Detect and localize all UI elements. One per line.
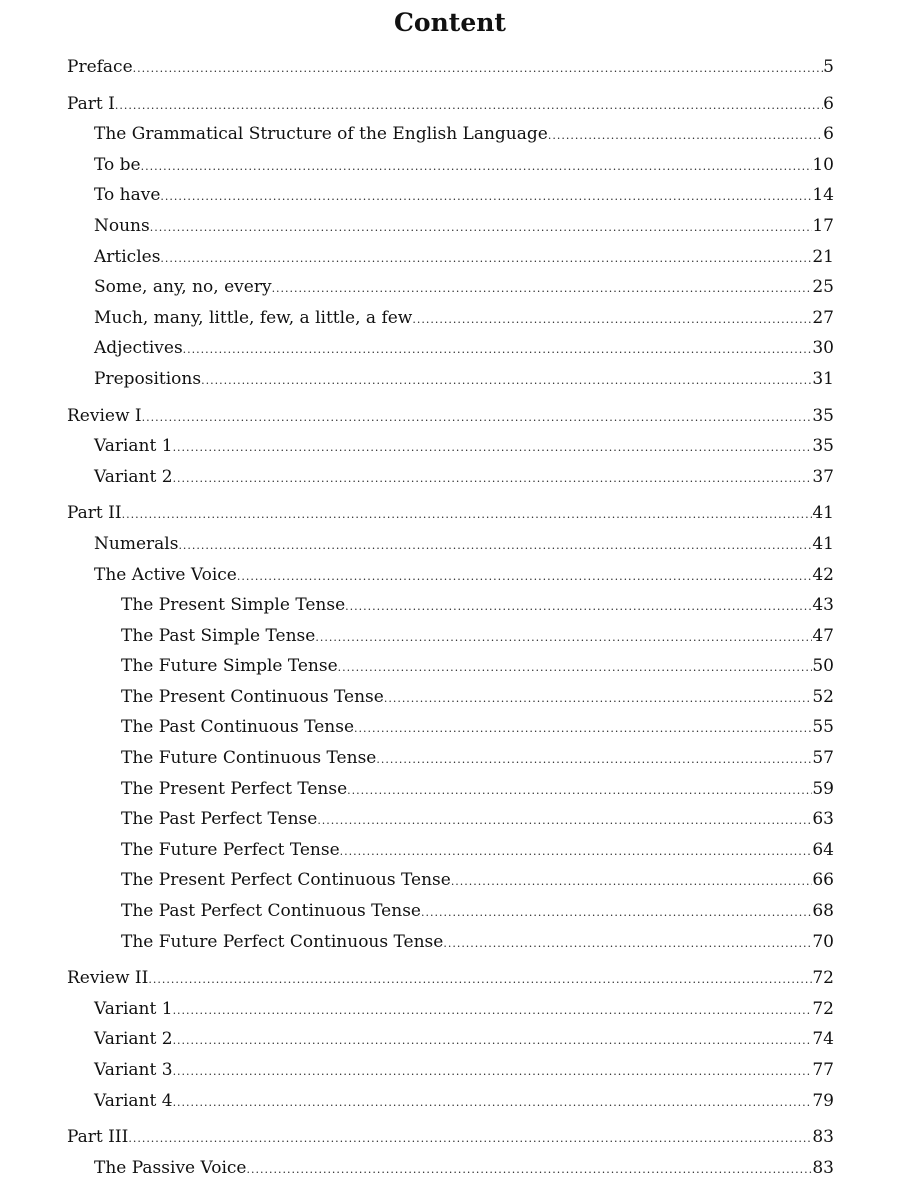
toc-entry-page: 63 (812, 809, 834, 830)
toc-entry-title: The Past Perfect Continuous Tense (121, 901, 421, 922)
toc-entry-title: The Past Perfect Tense (121, 809, 318, 830)
dot-leader (338, 653, 813, 684)
toc-entry-title: Variant 2 (94, 1029, 173, 1050)
toc-entry[interactable] (67, 1086, 834, 1117)
dot-leader (247, 1155, 813, 1186)
toc-entry-title: The Past Simple Tense (121, 625, 316, 646)
toc-entry-title: The Grammatical Structure of the English Language (94, 124, 548, 145)
toc-entry-title: The Present Perfect Continuous Tense (121, 870, 451, 891)
toc-entry[interactable] (67, 52, 834, 83)
toc-entry[interactable] (67, 119, 834, 150)
toc-entry-page: 47 (812, 625, 834, 646)
dot-leader (421, 898, 812, 929)
dot-leader (160, 182, 812, 213)
dot-leader (354, 714, 812, 745)
toc-entry-title: Variant 4 (94, 1090, 173, 1111)
toc-entry[interactable] (67, 431, 834, 462)
toc-entry[interactable] (67, 621, 834, 652)
toc-entry[interactable] (67, 1055, 834, 1086)
toc-entry-title: The Past Continuous Tense (121, 717, 355, 738)
toc-entry-title: Variant 3 (94, 1060, 173, 1080)
toc-entry-page: 70 (812, 931, 834, 952)
dot-leader (548, 121, 823, 152)
toc-entry[interactable] (67, 272, 834, 303)
dot-leader (345, 592, 812, 623)
toc-entry-page: 35 (812, 405, 834, 426)
toc-entry-page: 43 (812, 595, 834, 616)
dot-leader (315, 623, 812, 654)
toc-entry[interactable] (67, 1153, 834, 1184)
toc-entry[interactable] (67, 651, 834, 682)
toc-entry-title: Variant 2 (94, 466, 173, 487)
toc-entry-title: Prepositions (94, 368, 202, 389)
page-title: Content (394, 8, 506, 37)
toc-entry-title: The Present Continuous Tense (121, 686, 384, 707)
toc-entry-title: Some, any, no, every (94, 277, 272, 298)
toc-entry-title: Part II (67, 503, 122, 524)
toc-entry[interactable] (67, 560, 834, 591)
dot-leader (384, 684, 813, 715)
toc-entry-title: The Future Continuous Tense (121, 748, 377, 769)
toc-entry-title: The Present Simple Tense (121, 595, 346, 616)
toc-entry-title: Part I (67, 93, 115, 114)
dot-leader (173, 464, 813, 495)
toc-entry[interactable] (67, 242, 834, 273)
toc-entry[interactable] (67, 498, 834, 529)
toc-entry-title: Variant 1 (94, 998, 173, 1019)
toc-entry[interactable] (67, 364, 834, 395)
toc-entry-title: Articles (94, 246, 161, 267)
toc-entry-title: The Future Perfect Tense (121, 839, 340, 860)
dot-leader (173, 996, 813, 1027)
dot-leader (173, 1026, 813, 1057)
dot-leader (178, 531, 812, 562)
toc-entry-page: 30 (812, 338, 834, 359)
dot-leader (115, 91, 823, 122)
toc-entry-page: 83 (812, 1127, 834, 1148)
dot-leader (173, 1057, 813, 1088)
toc-entry-title: Numerals (94, 533, 179, 554)
toc-entry[interactable] (67, 180, 834, 211)
toc-entry-page: 57 (812, 748, 834, 769)
toc-entry-page: 6 (823, 124, 834, 145)
toc-entry-title: The Present Perfect Tense (121, 778, 348, 799)
toc-entry[interactable] (67, 89, 834, 120)
toc-entry-title: Preface (67, 57, 133, 77)
dot-leader (443, 929, 812, 960)
toc-entry-title: Variant 1 (94, 436, 173, 457)
toc-entry-title: The Active Voice (94, 564, 237, 585)
toc-entry-title: Adjectives (94, 338, 183, 359)
toc-entry[interactable] (67, 865, 834, 896)
toc-entry[interactable] (67, 927, 834, 958)
toc-entry[interactable] (67, 682, 834, 713)
toc-entry[interactable] (67, 303, 834, 334)
dot-leader (183, 335, 813, 366)
toc-entry-title: The Passive Voice (94, 1157, 247, 1178)
toc-entry-page: 37 (812, 466, 834, 487)
toc-entry-title: To be (94, 154, 141, 175)
toc-entry[interactable] (67, 333, 834, 364)
toc-entry[interactable] (67, 712, 834, 743)
toc-entry-title: Nouns (94, 215, 150, 236)
toc-entry[interactable] (67, 804, 834, 835)
toc-entry-page: 74 (812, 1029, 834, 1050)
toc-entry-page: 10 (812, 154, 834, 175)
toc-entry-title: The Future Simple Tense (121, 656, 338, 677)
toc-entry-page: 55 (812, 717, 834, 738)
toc-entry[interactable] (67, 590, 834, 621)
toc-entry-page: 52 (812, 686, 834, 707)
toc-entry-title: Much, many, little, few, a little, a few (94, 307, 413, 328)
toc-entry-page: 72 (812, 968, 834, 989)
dot-leader (173, 1088, 813, 1119)
dot-leader (272, 274, 813, 305)
dot-leader (237, 562, 813, 593)
dot-leader (317, 806, 812, 837)
toc-entry[interactable] (67, 529, 834, 560)
toc-entry[interactable] (67, 835, 834, 866)
toc-entry[interactable] (67, 150, 834, 181)
toc-entry[interactable] (67, 963, 834, 994)
toc-entry-title: To have (94, 185, 161, 206)
dot-leader (160, 244, 812, 275)
dot-leader (451, 867, 813, 898)
toc-entry[interactable] (67, 462, 834, 493)
dot-leader (173, 433, 813, 464)
toc-entry-page: 31 (812, 368, 834, 389)
toc-entry[interactable] (67, 774, 834, 805)
toc-entry-title: The Future Perfect Continuous Tense (121, 931, 444, 952)
toc-entry-page: 41 (812, 533, 834, 554)
toc-entry-title: Review I (67, 405, 142, 426)
toc-entry-page: 79 (812, 1090, 834, 1111)
toc-entry-page: 50 (812, 656, 834, 677)
dot-leader (412, 305, 812, 336)
dot-leader (133, 54, 824, 85)
toc-entry[interactable] (67, 743, 834, 774)
toc-entry-page: 83 (812, 1157, 834, 1178)
toc-entry-page: 25 (812, 277, 834, 298)
toc-entry-page: 59 (812, 778, 834, 799)
toc-entry-title: Part III (67, 1127, 129, 1148)
toc-entry-page: 17 (812, 215, 834, 236)
table-of-contents (67, 52, 834, 1183)
toc-entry[interactable] (67, 1122, 834, 1153)
dot-leader (122, 500, 813, 531)
toc-entry[interactable] (67, 401, 834, 432)
toc-entry-page: 68 (812, 901, 834, 922)
dot-leader (128, 1124, 812, 1155)
toc-entry-title: Review II (67, 968, 149, 989)
toc-entry-page: 66 (812, 870, 834, 891)
toc-entry-page: 35 (812, 436, 834, 457)
toc-entry-page: 64 (812, 839, 834, 860)
dot-leader (376, 745, 812, 776)
toc-entry[interactable] (67, 1024, 834, 1055)
toc-entry[interactable] (67, 211, 834, 242)
dot-leader (340, 837, 813, 868)
dot-leader (347, 776, 812, 807)
dot-leader (201, 366, 812, 397)
toc-entry-page: 77 (812, 1060, 834, 1080)
dot-leader (148, 965, 812, 996)
toc-entry-page: 21 (812, 246, 834, 267)
toc-entry-page: 72 (812, 998, 834, 1019)
dot-leader (150, 213, 813, 244)
toc-entry-page: 41 (812, 503, 834, 524)
dot-leader (141, 152, 813, 183)
toc-entry-page: 5 (823, 57, 834, 77)
toc-entry[interactable] (67, 994, 834, 1025)
toc-entry-page: 27 (812, 307, 834, 328)
toc-entry-page: 14 (812, 185, 834, 206)
dot-leader (142, 403, 813, 434)
toc-entry[interactable] (67, 896, 834, 927)
toc-entry-page: 6 (823, 93, 834, 114)
toc-entry-page: 42 (812, 564, 834, 585)
